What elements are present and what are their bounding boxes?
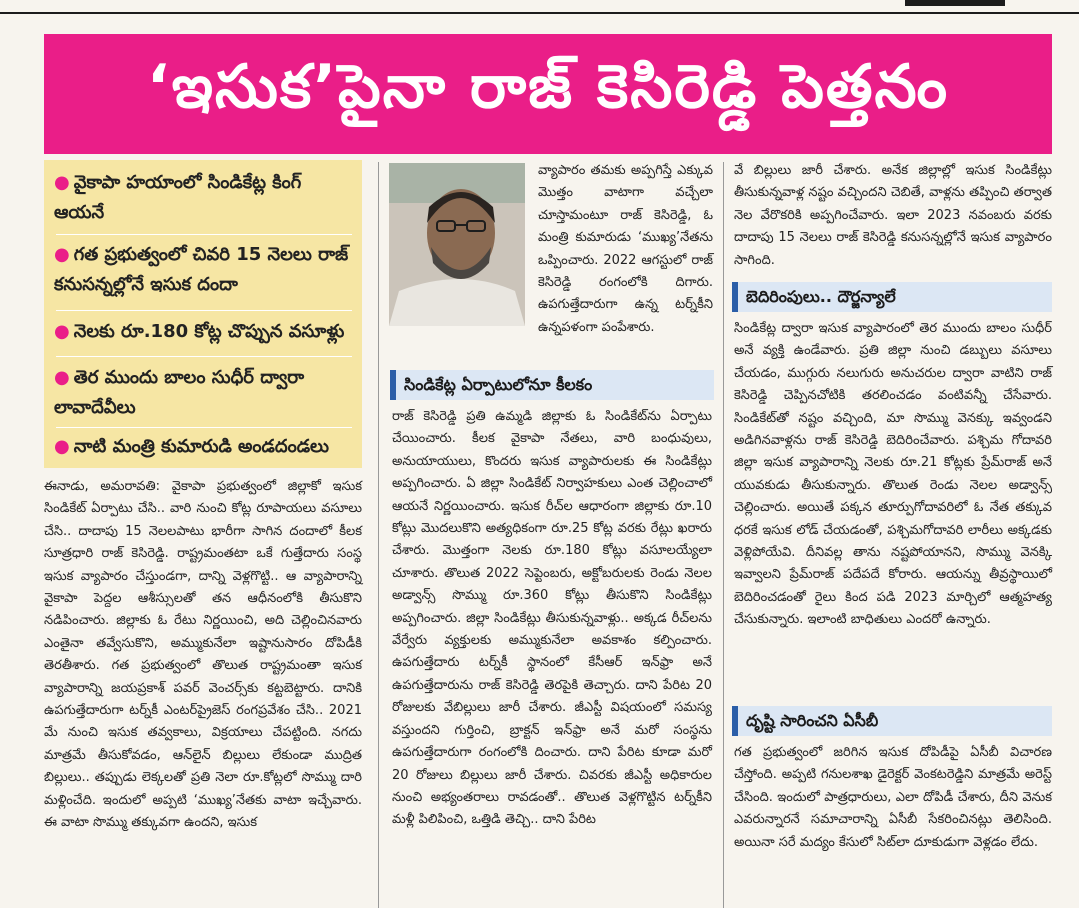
column-1-body: ఈనాడు, అమరావతి: వైకాపా ప్రభుత్వంలో జిల్లాకో ఇసుక సిండికేట్ ఏర్పాటు చేసి.. వారి నుంచి కోట్ల రూపాయలు వసూలు చేసి.. దాదాపు 15 నెలలపాటు భారీగా సాగిన దందాలో కీలక సూత్రధారి రాజ్ కెసిరెడ్డి. రాష్ట్రమంతటా ఒకే గుత్తేదారు సంస్థ ఇసుక వ్యాపారం చేస్తుండగా, దాన్ని వెళ్లగొట్టి.. ఆ వ్యాపారాన్ని వైకాపా పెద్దల ఆశీస్సులతో తన ఆధీనంలోకి తీసుకొని నడిపించారు. జిల్లాకు ఓ రేటు నిర్ణయించి, అది చెల్లించినవారు ఎంతైనా తవ్వేసుకొని, అమ్ముకునేలా ఇష్టానుసారం దోపిడీకి తెరతీశారు. గత ప్రభుత్వంలో తొలుత రాష్ట్రమంతా ఇసుక వ్యాపారాన్ని జయప్రకాశ్ పవర్ వెంచర్స్‌కు కట్టబెట్టారు. దానికి ఉపగుత్తేదారుగా టర్న్‌కీ ఎంటర్‌ప్రైజెస్ రంగప్రవేశం చేసి.. 2021 మే నుంచి ఇసుక తవ్వకాలు, విక్రయాలు చేపట్టింది. నగదు మాత్రమే తీసుకోవడం, ఆన్‌లైన్ బిల్లులు లేకుండా ముద్రిత బిల్లులు.. తప్పుడు లెక్కలతో ప్రతి నెలా రూ.కోట్లలో సొమ్ము దారి మళ్లించేది. ఇందులో అప్పటి ‘ముఖ్య’నేతకు వాటా ఇచ్చేవారు. ఈ వాటా సొమ్ము తక్కువగా ఉందని, ఇసుక xyxy=(44,479,362,831)
bullet-icon: ● xyxy=(54,367,70,388)
bullet-icon: ● xyxy=(54,172,70,193)
subheading-threats: బెదిరింపులు.. దౌర్జన్యాలే xyxy=(732,282,1052,312)
highlight-separator xyxy=(56,356,352,357)
subheading-syndicates: సిండికేట్ల ఏర్పాటులోనూ కీలకం xyxy=(390,370,714,400)
column-3-closing: గత ప్రభుత్వంలో జరిగిన ఇసుక దోపిడీపై ఏసీబీ విచారణ చేస్తోంది. అప్పటి గనులశాఖ డైరెక్టర్ వెంకటరెడ్డిని మాత్రమే అరెస్ట్ చేసింది. ఇందులో పాత్రధారులు, ఎలా దోపిడీ చేశారు, దీని వెనుక ఎవరున్నారనే సమాచారాన్ని ఏసీబీ సేకరించినట్లు తెలిసింది. అయినా సరే మద్యం కేసులో సిట్‌లా దూకుడుగా వెళ్లడం లేదు. xyxy=(734,745,1052,850)
highlight-item: ● నాటి మంత్రి కుమారుడి అండదండలు xyxy=(54,436,330,457)
bullet-icon: ● xyxy=(54,436,70,457)
headline: ‘ఇసుక’పైనా రాజ్ కెసిరెడ్డి పెత్తనం xyxy=(146,52,950,122)
masthead-logo-fragment xyxy=(905,0,1005,6)
bullet-icon: ● xyxy=(54,321,70,342)
bullet-icon: ● xyxy=(54,244,70,265)
highlight-separator xyxy=(56,310,352,311)
column-divider-2 xyxy=(723,162,724,908)
subheading-acb: దృష్టి సారించని ఏసీబీ xyxy=(732,706,1052,736)
highlight-item: ● నెలకు రూ.180 కోట్ల చొప్పున వసూళ్లు xyxy=(54,321,345,342)
highlights-box xyxy=(44,160,362,468)
column-3-intro: వే బిల్లులు జారీ చేశారు. అనేక జిల్లాల్లో ఇసుక సిండికేట్లు తీసుకున్నవాళ్ల నష్టం వచ్చిందని చెబితే, వాళ్లను తప్పించి తర్వాత నెల వేరొకరికి అప్పగించేవారు. ఇలా 2023 నవంబరు వరకు దాదాపు 15 నెలలు రాజ్ కెసిరెడ్డి కనుసన్నల్లోనే ఇసుక వ్యాపారం సాగింది. xyxy=(734,163,1052,268)
column-divider-1 xyxy=(378,162,379,908)
portrait-photo xyxy=(389,163,525,326)
highlight-item: ● గత ప్రభుత్వంలో చివరి 15 నెలలు రాజ్ కనుసన్నల్లోనే ఇసుక దందా xyxy=(54,244,349,295)
column-3-body: సిండికేట్ల ద్వారా ఇసుక వ్యాపారంలో తెర ముందు బాలం సుధీర్ అనే వ్యక్తి ఉండేవారు. ప్రతి జిల్లా నుంచి డబ్బులు వసూలు చేయడం, ముగ్గురు నలుగురు అనుచరుల ద్వారా వాటిని రాజ్ కెసిరెడ్డి చెప్పినచోటికి తరలించడం వంటివన్నీ చేసేవారు. సిండికేట్‌తో నష్టం వచ్చింది, మా సొమ్ము వెనక్కు ఇవ్వండని అడిగినవాళ్లను రాజ్ కెసిరెడ్డి బెదిరించేవారు. పశ్చిమ గోదావరి జిల్లా ఇసుక వ్యాపారాన్ని నెలకు రూ.21 కోట్లకు ప్రేమ్‌రాజ్ అనే యువకుడు తీసుకున్నారు. తొలుత రెండు నెలల అడ్వాన్స్ చెల్లించారు. అయితే పక్కన తూర్పుగోదావరిలో ఓ నేత తక్కువ ధరకే ఇసుక లోడ్ చేయడంతో, పశ్చిమగోదావరి లారీలు అక్కడకు వెళ్లిపోయేవి. దీనివల్ల తాను నష్టపోయానని, సొమ్ము వెనక్కి ఇవ్వాలని ప్రేమ్‌రాజ్ పదేపదే కోరారు. ఆయన్ను తీవ్రస్థాయిలో బెదిరించడంతో రైలు కింద పడి 2023 మార్చిలో ఆత్మహత్య చేసుకున్నారు. ఇలాంటి బాధితులు ఎందరో ఉన్నారు. xyxy=(734,321,1052,628)
highlight-separator xyxy=(56,234,352,235)
highlight-item: ● వైకాపా హయాంలో సిండికేట్ల కింగ్ ఆయనే xyxy=(54,172,302,223)
person-portrait-icon xyxy=(389,163,525,326)
highlight-item: ● తెర ముందు బాలం సుధీర్ ద్వారా లావాదేవీలు xyxy=(54,367,305,418)
headline-banner xyxy=(44,34,1052,154)
column-2-intro: వ్యాపారం తమకు అప్పగిస్తే ఎక్కువ మొత్తం వాటాగా వచ్చేలా చూస్తామంటూ రాజ్ కెసిరెడ్డి, ఓ మంత్రి కుమారుడు ‘ముఖ్య’నేతను ఒప్పించారు. 2022 ఆగస్టులో రాజ్ కెసిరెడ్డి రంగంలోకి దిగారు. ఉపగుత్తేదారుగా ఉన్న టర్న్‌కీని ఉన్నపళంగా పంపేశారు. xyxy=(538,163,713,335)
highlight-separator xyxy=(56,427,352,428)
column-2-body: రాజ్ కెసిరెడ్డి ప్రతి ఉమ్మడి జిల్లాకు ఓ సిండికేట్‌ను ఏర్పాటు చేయించారు. కీలక వైకాపా నేతలు, వారి బంధువులు, అనుయాయులు, కొందరు ఇసుక వ్యాపారులకు ఈ సిండికేట్లు అప్పగించారు. ఏ జిల్లా సిండికేట్ నిర్వాహకులు ఎంత చెల్లించాలో ఆయనే నిర్ణయించారు. ఇసుక రీచ్‌ల ఆధారంగా జిల్లాకు రూ.10 కోట్లు మొదలుకొని అత్యధికంగా రూ.25 కోట్ల వరకు రేట్లు ఖరారు చేశారు. మొత్తంగా నెలకు రూ.180 కోట్లు వసూలయ్యేలా చూశారు. తొలుత 2022 సెప్టెంబరు, అక్టోబరులకు రెండు నెలల అడ్వాన్స్ సొమ్ము రూ.360 కోట్లు తీసుకొని సిండికేట్లు అప్పగించారు. జిల్లా సిండికేట్లు తీసుకున్నవాళ్లు.. అక్కడ రీచ్‌లను వేర్వేరు వ్యక్తులకు అమ్ముకునేలా అవకాశం కల్పించారు. ఉపగుత్తేదారు టర్న్‌కీ స్థానంలో కేసీఆర్ ఇన్‌ఫ్రా అనే ఉపగుత్తేదారును రాజ్ కెసిరెడ్డి తెరపైకి తెచ్చారు. దాని పేరిట 20 రోజులకు వేబిల్లులు జారీ చేశారు. జీఎస్టీ విషయంలో సమస్య వస్తుందని గుర్తించి, బ్రాక్టన్ ఇన్‌ఫ్రా అనే మరో సంస్థను ఉపగుత్తేదారుగా రంగంలోకి దించారు. దాని పేరిట కూడా మరో 20 రోజులు బిల్లులు జారీ చేశారు. చివరకు జీఎస్టీ అధికారుల నుంచి అభ్యంతరాలు రావడంతో.. తొలుత వెళ్లగొట్టిన టర్న్‌కీని మళ్లీ పిలిపించి, ఒత్తిడి తెచ్చి.. దాని పేరిట xyxy=(392,409,712,828)
